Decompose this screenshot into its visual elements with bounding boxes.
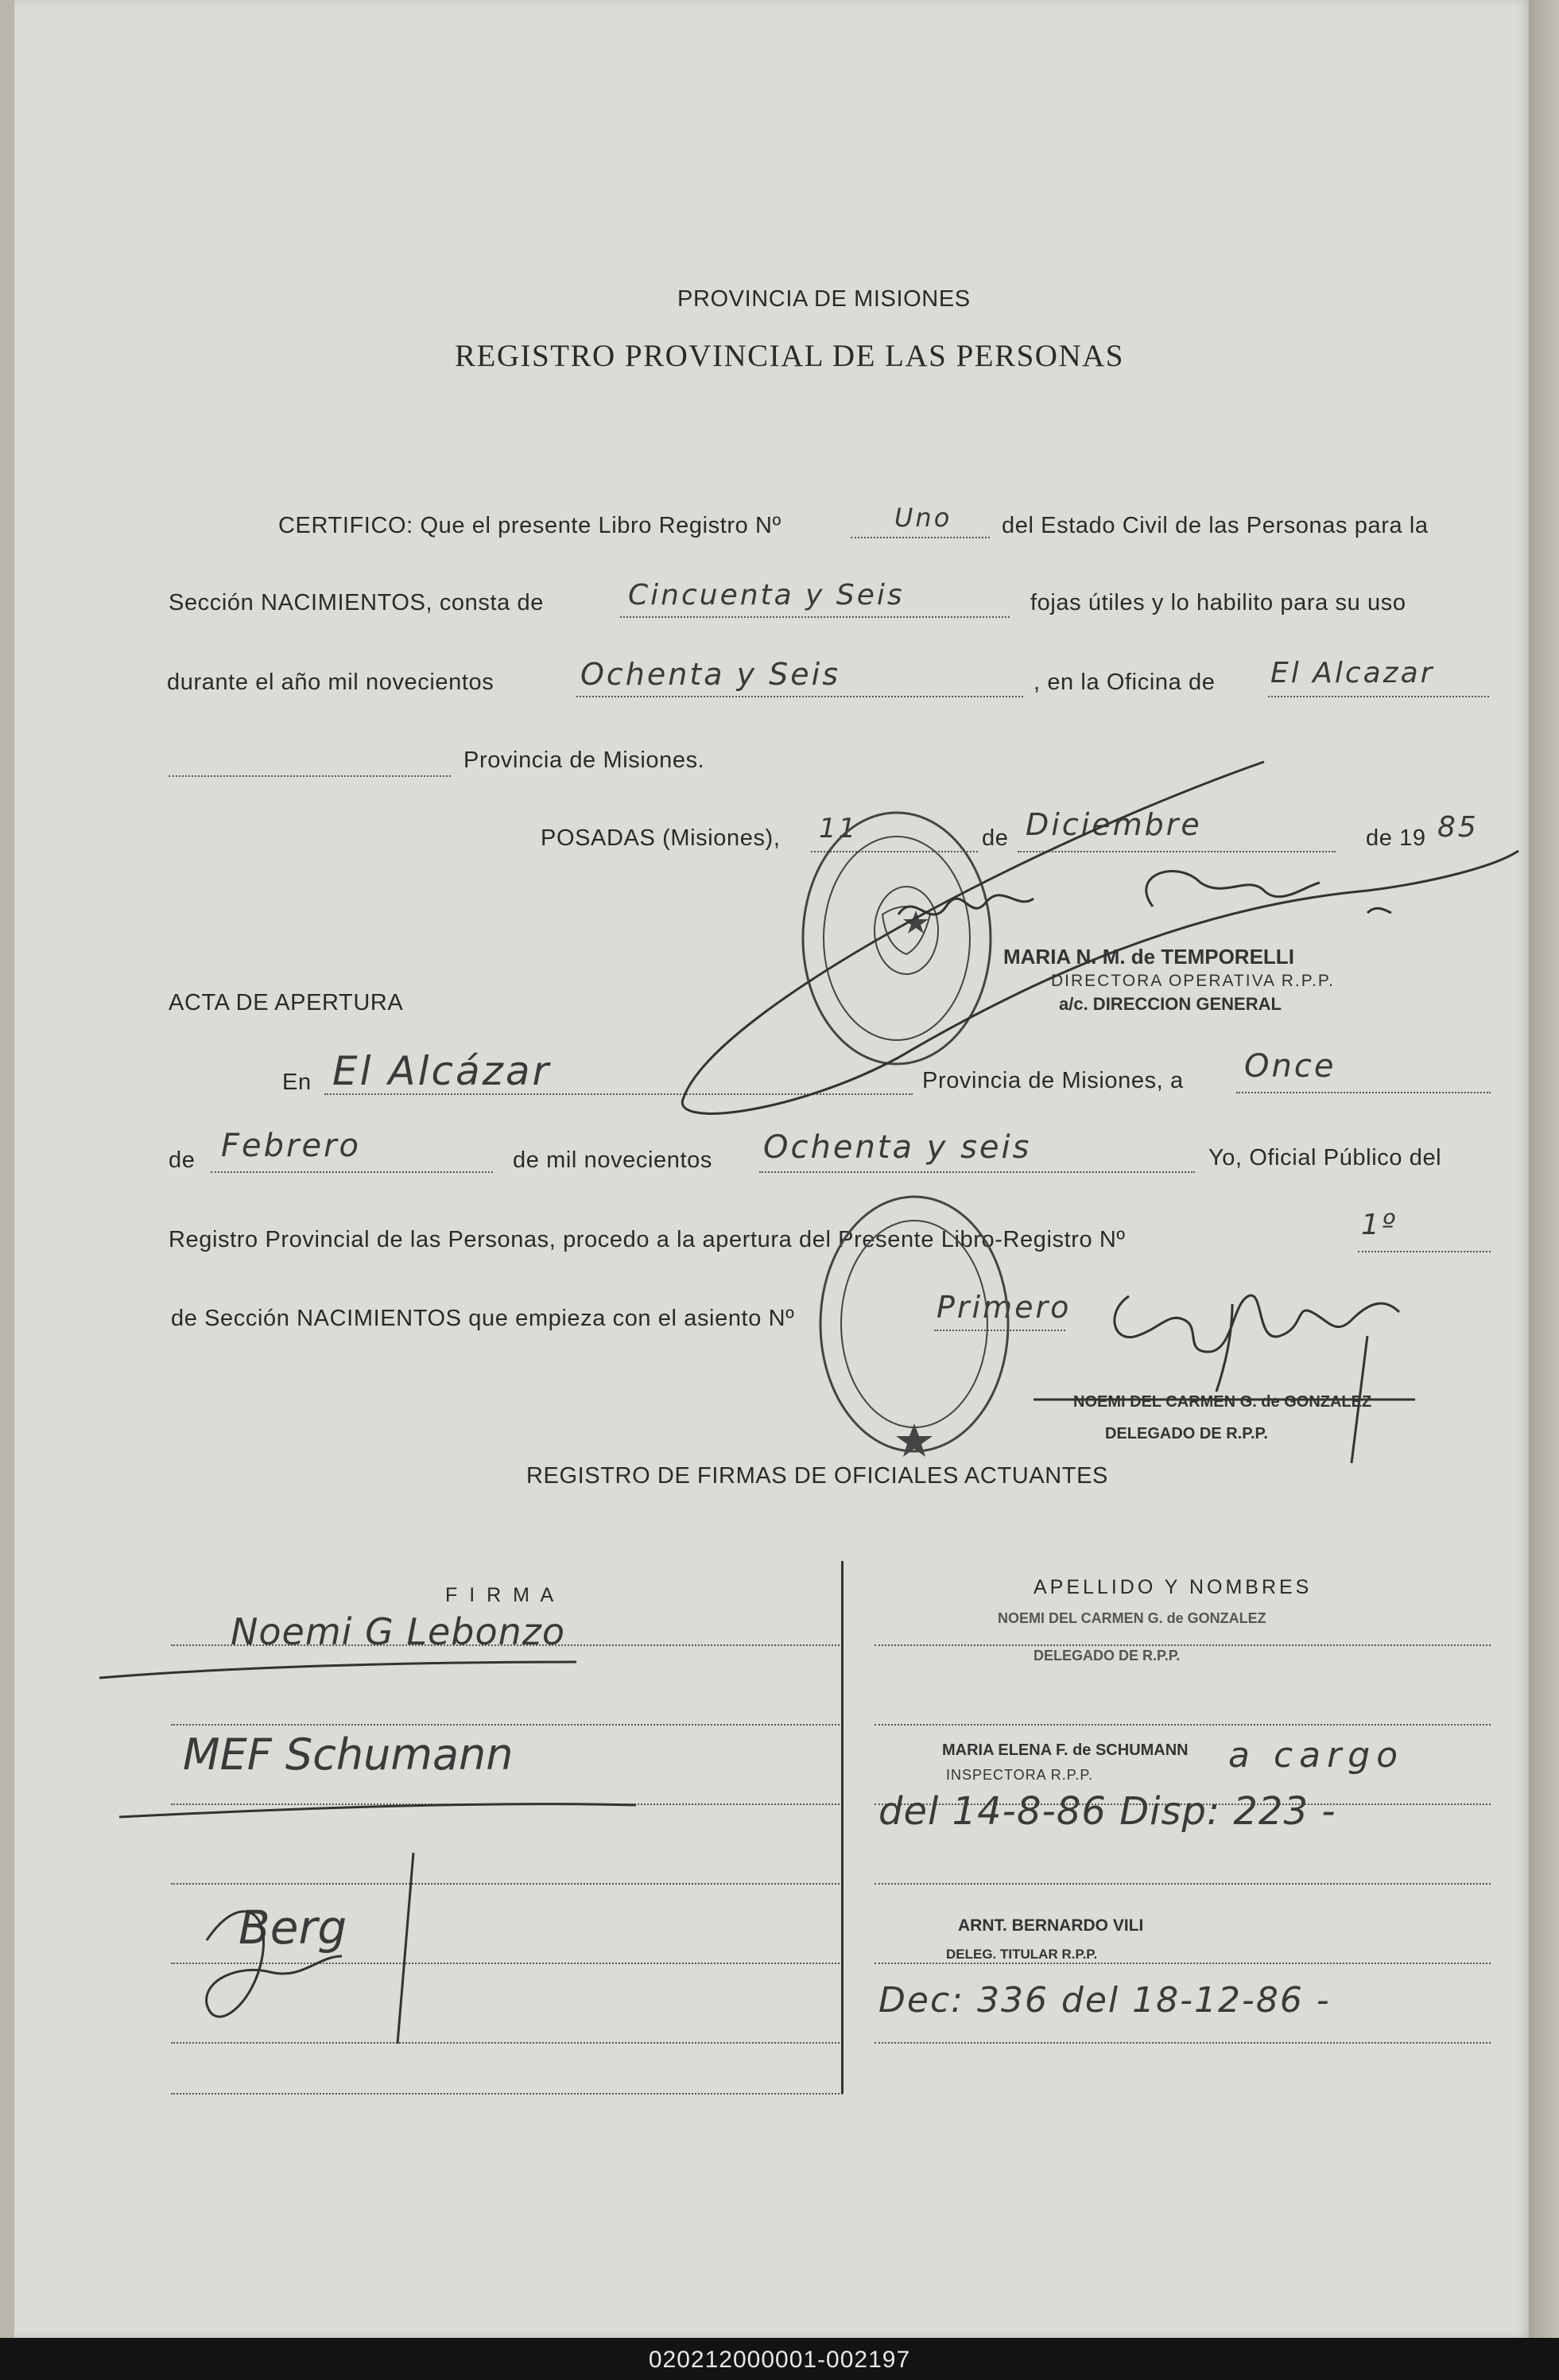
director-signature — [682, 762, 1518, 1113]
day-value: 11 — [819, 813, 859, 844]
acta-prov: Provincia de Misiones, a — [922, 1068, 1184, 1093]
firma-header: F I R M A — [445, 1584, 557, 1606]
firma-signature-3: Berg — [239, 1901, 347, 1955]
acta-day-value: Once — [1244, 1048, 1336, 1085]
acta-num-value: 1º — [1361, 1209, 1398, 1241]
de-label: de — [982, 825, 1009, 851]
fojas-value: Cincuenta y Seis — [628, 579, 905, 612]
acta-line3: Registro Provincial de las Personas, procedo a la apertura del Presente Libro-Registro Nº — [169, 1227, 1126, 1252]
acta-title: ACTA DE APERTURA — [169, 990, 404, 1015]
stamp-1-seal — [803, 813, 991, 1064]
firmas-title: REGISTRO DE FIRMAS DE OFICIALES ACTUANTES — [526, 1463, 1108, 1489]
apellido-2-hw1: a cargo — [1228, 1735, 1405, 1776]
year-digits-value: 85 — [1437, 811, 1479, 844]
director-name: MARIA N. M. de TEMPORELLI — [1003, 945, 1294, 969]
cert-line3-start: durante el año mil novecientos — [167, 670, 494, 695]
acta-line4: de Sección NACIMIENTOS que empieza con el asiento Nº — [171, 1306, 795, 1331]
acta-year-value: Ochenta y seis — [763, 1129, 1032, 1166]
delegado-name: NOEMI DEL CARMEN G. de GONZALEZ — [1073, 1393, 1372, 1411]
stamp-2-seal — [820, 910, 1008, 1457]
cert-number-value: Uno — [894, 503, 952, 533]
document-id: 020212000001-002197 — [648, 2347, 911, 2373]
place-label: POSADAS (Misiones), — [541, 825, 781, 851]
director-role: DIRECTORA OPERATIVA R.P.P. — [1051, 972, 1335, 990]
cert-line3-mid: , en la Oficina de — [1034, 670, 1216, 695]
apellido-3-hw: Dec: 336 del 18-12-86 - — [878, 1980, 1331, 2021]
apellido-2-hw2: del 14-8-86 Disp: 223 - — [878, 1789, 1336, 1834]
delegado-role: DELEGADO DE R.P.P. — [1105, 1425, 1268, 1442]
month-value: Diciembre — [1026, 807, 1202, 842]
delegado-signature — [1034, 1295, 1415, 1463]
year-words-value: Ochenta y Seis — [580, 657, 841, 692]
acta-mil: de mil novecientos — [513, 1147, 712, 1173]
cert-line2-start: Sección NACIMIENTOS, consta de — [169, 590, 544, 615]
acta-place-value: El Alcázar — [332, 1048, 552, 1094]
registry-heading: REGISTRO PROVINCIAL DE LAS PERSONAS — [455, 339, 1124, 373]
office-value: El Alcazar — [1270, 657, 1435, 689]
year-prefix: de 19 — [1366, 825, 1426, 851]
province-heading: PROVINCIA DE MISIONES — [677, 286, 971, 312]
acta-de: de — [169, 1147, 196, 1173]
acta-month-value: Febrero — [221, 1128, 361, 1164]
firma-signature-2: MEF Schumann — [183, 1730, 514, 1780]
director-role2: a/c. DIRECCION GENERAL — [1059, 994, 1282, 1014]
firma-signature-1: Noemi G Lebonzo — [231, 1610, 566, 1653]
acta-yo: Yo, Oficial Público del — [1208, 1145, 1442, 1171]
apellido-3-role: DELEG. TITULAR R.P.P. — [946, 1947, 1098, 1962]
apellido-header: APELLIDO Y NOMBRES — [1034, 1576, 1313, 1598]
acta-en: En — [282, 1070, 312, 1095]
acta-asiento-value: Primero — [937, 1290, 1072, 1325]
apellido-1-stamp: NOEMI DEL CARMEN G. de GONZALEZ — [998, 1610, 1266, 1626]
cert-line1-end: del Estado Civil de las Personas para la — [1002, 513, 1429, 538]
apellido-2-stamp: MARIA ELENA F. de SCHUMANN — [942, 1741, 1189, 1759]
apellido-1-role: DELEGADO DE R.P.P. — [1034, 1648, 1181, 1664]
cert-line2-end: fojas útiles y lo habilito para su uso — [1030, 590, 1406, 615]
apellido-2-role: INSPECTORA R.P.P. — [946, 1767, 1094, 1783]
cert-line4: Provincia de Misiones. — [463, 747, 705, 773]
cert-line1-start: CERTIFICO: Que el presente Libro Registro Nº — [278, 513, 781, 538]
apellido-3-stamp: ARNT. BERNARDO VILI — [958, 1916, 1144, 1935]
